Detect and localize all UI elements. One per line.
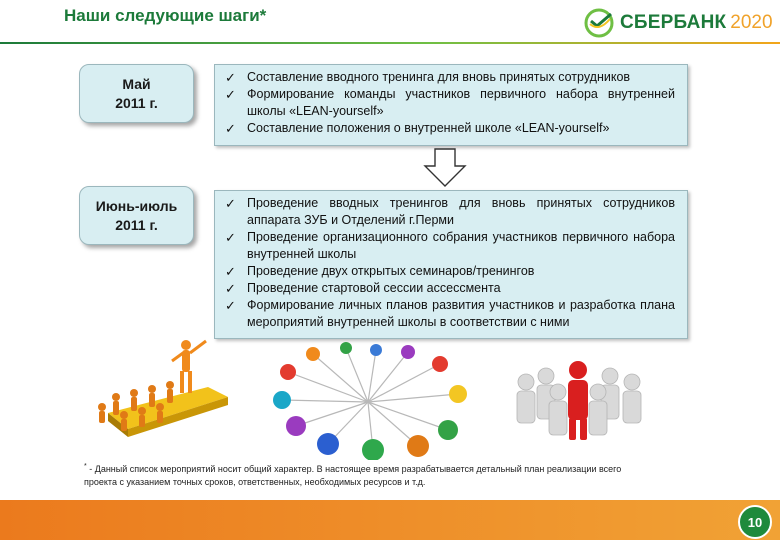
check-icon: ✓ xyxy=(225,70,236,85)
list-item xyxy=(225,280,675,297)
check-icon: ✓ xyxy=(225,264,236,279)
check-icon: ✓ xyxy=(225,230,236,245)
team-leader-illustration xyxy=(510,358,650,448)
footnote-text: - Данный список мероприятий носит общий характер. В настоящее время разрабатывается детальный план реализации всего проекта с указанием точных сроков, ответственных, необходимых ресурсов и т.д. xyxy=(84,464,622,487)
period-may: Май 2011 г. xyxy=(79,64,194,123)
check-icon: ✓ xyxy=(225,196,236,211)
footnote-marker: * xyxy=(84,463,87,470)
list-item xyxy=(225,120,675,137)
list-item xyxy=(225,229,675,263)
list-item xyxy=(225,86,675,120)
list-item xyxy=(225,69,675,86)
list-item-text: Формирование личных планов развития участников и разработка плана мероприятий внутренней школы в соответствии с ними xyxy=(247,298,675,329)
check-icon: ✓ xyxy=(225,87,236,102)
list-item-text: Составление вводного тренинга для вновь принятых сотрудников xyxy=(247,70,631,84)
list-item xyxy=(225,195,675,229)
step-box-june-july xyxy=(214,190,688,339)
step-box-may xyxy=(214,64,688,146)
list-item xyxy=(225,263,675,280)
logo-year: 2020 xyxy=(730,12,773,33)
footnote xyxy=(84,460,644,489)
list-item-text: Проведение стартовой сессии ассессмента xyxy=(247,281,501,295)
footer-bar xyxy=(0,500,780,540)
sberbank-logo xyxy=(584,8,773,38)
title-divider xyxy=(0,42,780,44)
check-icon: ✓ xyxy=(225,121,236,136)
sberbank-logo-icon xyxy=(584,8,614,38)
page-number: 10 xyxy=(738,505,772,539)
leader-illustration xyxy=(88,335,238,445)
list-item-text: Проведение вводных тренингов для вновь принятых сотрудников аппарата ЗУБ и Отделений г.Перми xyxy=(247,196,675,227)
list-item-text: Проведение организационного собрания участников первичного набора внутренней школы xyxy=(247,230,675,261)
page-title: Наши следующие шаги* xyxy=(64,6,267,25)
colored-pins-illustration xyxy=(268,342,474,460)
check-icon: ✓ xyxy=(225,281,236,296)
check-icon: ✓ xyxy=(225,298,236,313)
period-june-july: Июнь-июль 2011 г. xyxy=(79,186,194,245)
logo-text: СБЕРБАНК xyxy=(620,12,727,33)
list-item-text: Формирование команды участников первичного набора внутренней школы «LEAN-yourself» xyxy=(247,87,675,118)
list-item-text: Составление положения о внутренней школе «LEAN-yourself» xyxy=(247,121,610,135)
list-item xyxy=(225,297,675,331)
down-arrow-icon xyxy=(423,148,467,188)
list-item-text: Проведение двух открытых семинаров/тренингов xyxy=(247,264,535,278)
